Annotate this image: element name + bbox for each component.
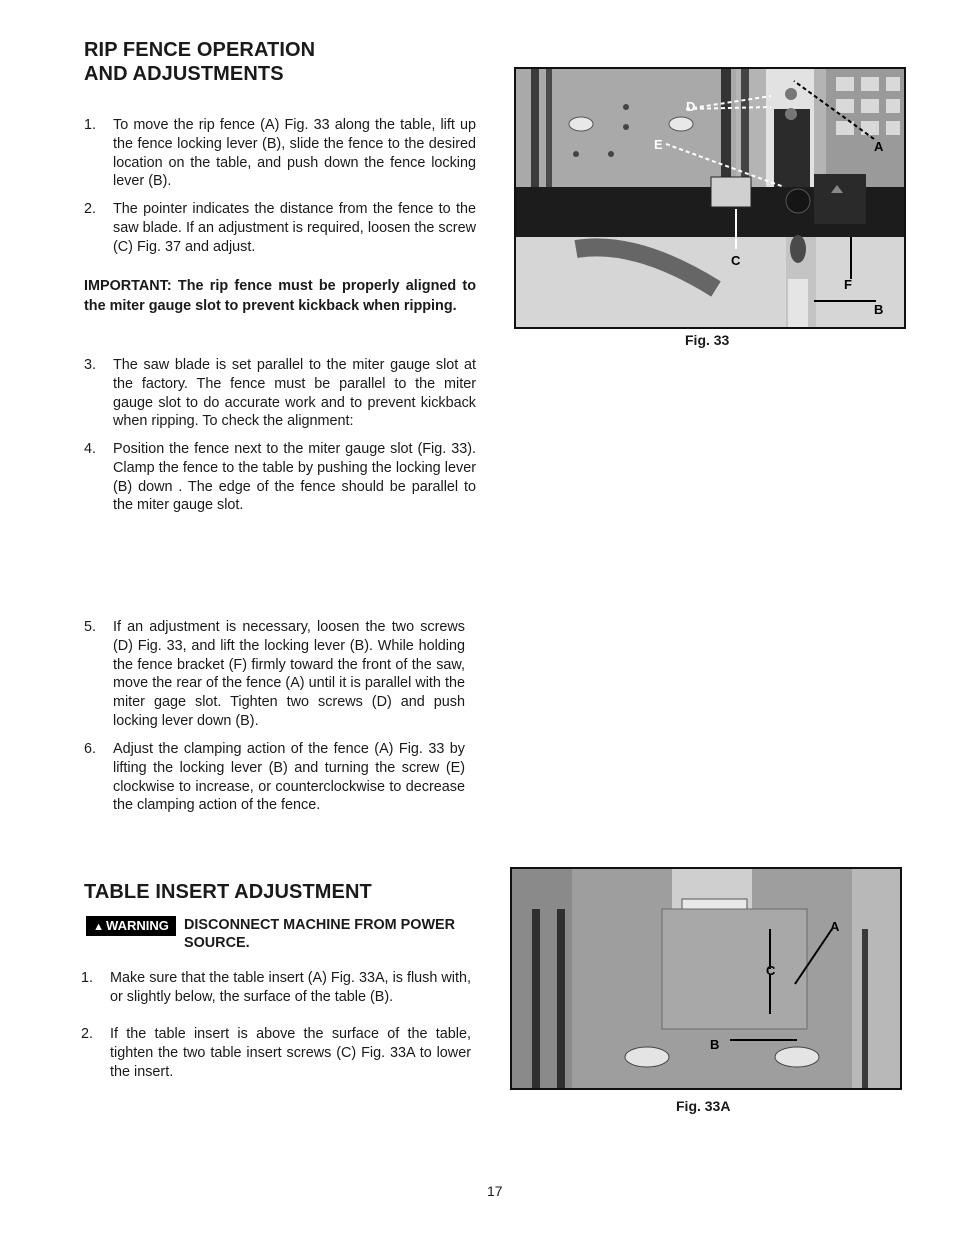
label-f: F <box>844 277 852 292</box>
warning-badge-label: WARNING <box>106 918 169 933</box>
item-number: 2. <box>84 201 97 217</box>
figure-33a-caption: Fig. 33A <box>676 1098 731 1114</box>
page-number: 17 <box>487 1183 503 1199</box>
item-number: 1. <box>84 117 97 133</box>
item-text: If an adjustment is necessary, loosen the two screws (D) Fig. 33, and lift the locking lever (B). While holding the fence bracket (F) firmly toward the front of the saw, move the rear of the fence (A) until it is parallel with the miter gage slot. Tighten two screws (D) and push locking lever down (B). <box>113 619 465 729</box>
list-item <box>84 440 476 515</box>
important-note: IMPORTANT: The rip fence must be properly aligned to the miter gauge slot to prevent kickback when ripping. <box>84 278 476 314</box>
list-item <box>81 1025 471 1081</box>
label-a: A <box>874 139 884 154</box>
label-b: B <box>874 302 884 317</box>
section-title-rip-fence <box>84 38 315 86</box>
warning-triangle-icon: ▲ <box>93 921 105 933</box>
item-number: 4. <box>84 441 97 457</box>
item-text: Make sure that the table insert (A) Fig. 33A, is flush with, or slightly below, the surface of the table (B). <box>110 970 471 1005</box>
warning-text: DISCONNECT MACHINE FROM POWER SOURCE. <box>184 917 456 951</box>
list-item <box>84 618 465 731</box>
warning-badge <box>86 916 176 936</box>
table-insert-photo-illustration <box>512 869 900 1088</box>
item-text: Adjust the clamping action of the fence (A) Fig. 33 by lifting the locking lever (B) and turning the screw (E) clockwise to increase, or counterclockwise to decrease the clamping action of the fence. <box>113 741 465 814</box>
item-number: 5. <box>84 619 97 635</box>
list-item <box>84 740 465 815</box>
title-line-1: RIP FENCE OPERATION <box>84 39 316 61</box>
figure-33-caption: Fig. 33 <box>685 332 730 348</box>
label-a: A <box>830 919 840 934</box>
figure-33-photo <box>514 67 906 329</box>
list-item <box>81 969 471 1007</box>
figure-33a-photo <box>510 867 902 1090</box>
section-title-table-insert: TABLE INSERT ADJUSTMENT <box>84 881 372 903</box>
item-text: The saw blade is set parallel to the miter gauge slot at the factory. The fence must be parallel to the miter gauge slot to do accurate work and to prevent kickback when ripping. To check the alignment: <box>113 357 476 430</box>
fence-photo-illustration <box>516 69 904 327</box>
item-number: 6. <box>84 741 97 757</box>
label-d: D <box>686 99 696 114</box>
list-item <box>84 200 476 256</box>
title-line-2: AND ADJUSTMENTS <box>84 63 284 85</box>
label-c: C <box>766 963 776 978</box>
label-c: C <box>731 253 741 268</box>
item-text: To move the rip fence (A) Fig. 33 along the table, lift up the fence locking lever (B), slide the fence to the desired location on the table, and push down the fence locking lever (B). <box>113 117 476 190</box>
item-text: The pointer indicates the distance from the fence to the saw blade. If an adjustment is required, loosen the screw (C) Fig. 37 and adjust. <box>113 201 476 255</box>
item-text: Position the fence next to the miter gauge slot (Fig. 33). Clamp the fence to the table by pushing the locking lever (B) down . The edge of the fence should be parallel to the miter gauge slot. <box>113 441 476 514</box>
list-item <box>84 116 476 191</box>
item-text: If the table insert is above the surface of the table, tighten the two table insert screws (C) Fig. 33A to lower the insert. <box>110 1026 471 1080</box>
list-item <box>84 356 476 431</box>
item-number: 2. <box>81 1026 94 1042</box>
item-number: 1. <box>81 970 94 986</box>
label-e: E <box>654 137 663 152</box>
label-b: B <box>710 1037 720 1052</box>
item-number: 3. <box>84 357 97 373</box>
